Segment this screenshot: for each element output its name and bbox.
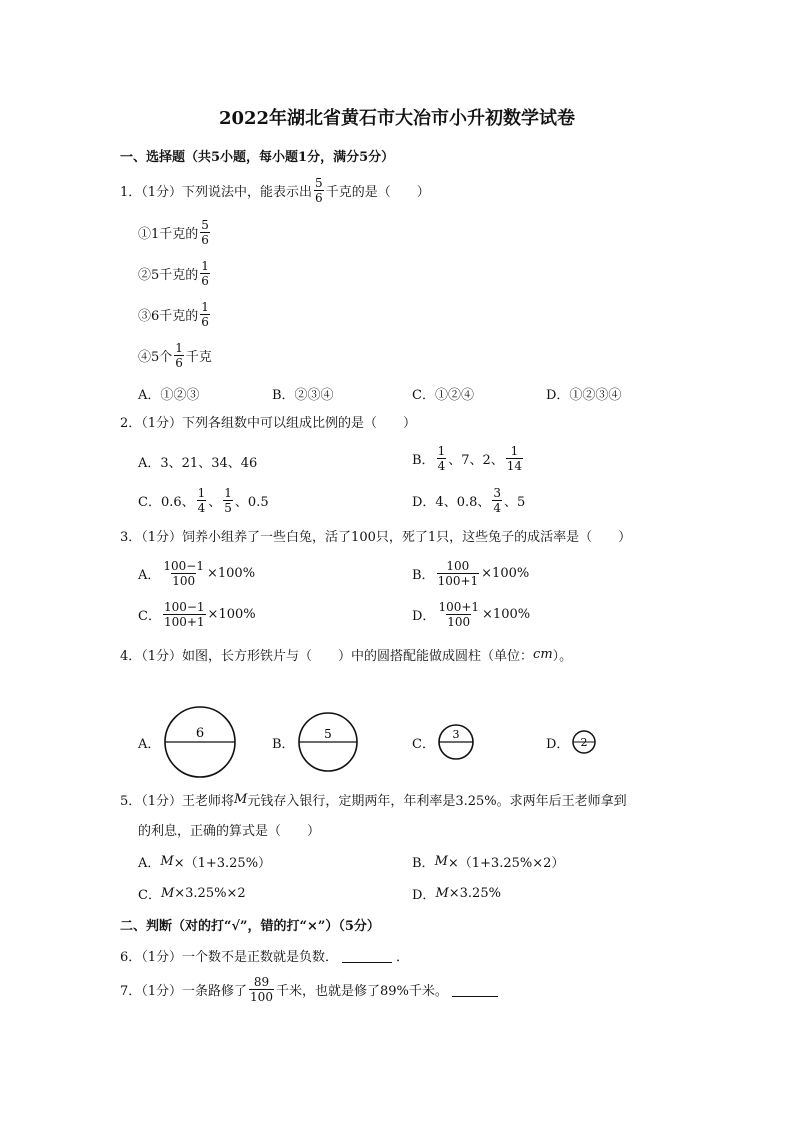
question-5-option-a[interactable]: A． M ×（1+3.25%）: [138, 854, 272, 871]
fraction: $\frac{1}{6}$: [201, 300, 209, 329]
answer-blank[interactable]: [342, 948, 392, 963]
question-5-stem-line-1: 5．（1分）王老师将 M 元钱存入银行，定期两年，年利率是3.25%。求两年后王老师拿到: [120, 792, 627, 809]
question-7: 7．（1分）一条路修了 $\frac{89}{100}$ 千米，也就是修了89%千米。: [120, 975, 502, 1004]
circle-diameter-2: [569, 728, 599, 756]
question-4-option-a[interactable]: A． 6: [138, 704, 240, 780]
question-5-option-c[interactable]: C． M ×3.25%×2: [138, 886, 246, 903]
question-2-option-c[interactable]: C．0.6、 $\frac{1}{4}$ 、 $\frac{1}{5}$ 、0.5: [138, 486, 269, 515]
question-4-option-c[interactable]: C． 3: [412, 721, 477, 763]
fraction: $\frac{1}{6}$: [175, 341, 183, 370]
page-title: 2022年湖北省黄石市大冶市小升初数学试卷: [218, 108, 576, 129]
section-heading-choice: 一、选择题（共5小题，每小题1分，满分5分）: [120, 150, 395, 165]
fraction: $\frac{1}{14}$: [506, 444, 523, 473]
question-5-option-b[interactable]: B． M ×（1+3.25%×2）: [412, 854, 565, 871]
question-3-option-a[interactable]: A． $\frac{100-1}{100}$ ×100%: [138, 559, 256, 588]
svg-text:6: 6: [196, 726, 205, 741]
question-4-option-d[interactable]: D． 2: [546, 728, 599, 756]
question-1-item-3: ③6千克的 $\frac{1}{6}$: [138, 300, 209, 329]
question-3-option-b[interactable]: B． $\frac{100}{100+1}$ ×100%: [412, 559, 530, 588]
question-1-item-1: ①1千克的 $\frac{5}{6}$: [138, 218, 209, 247]
question-5-option-d[interactable]: D． M ×3.25%: [412, 886, 501, 903]
fraction: $\frac{100-1}{100+1}$: [163, 600, 205, 629]
question-3-stem: 3．（1分）饲养小组养了一些白兔，活了100只，死了1只，这些兔子的成活率是（ ）: [120, 530, 632, 545]
section-heading-judgment: 二、判断（对的打“√”，错的打“×”）（5分）: [120, 919, 380, 934]
fraction: $\frac{5}{6}$: [201, 218, 209, 247]
fraction: $\frac{1}{4}$: [197, 486, 206, 515]
question-6: 6．（1分）一个数不是正数就是负数． ．: [120, 950, 410, 965]
fraction: $\frac{89}{100}$: [250, 975, 273, 1004]
question-4-option-b[interactable]: B． 5: [272, 710, 361, 774]
fraction: $\frac{100+1}{100}$: [438, 600, 480, 629]
question-3-option-c[interactable]: C． $\frac{100-1}{100+1}$ ×100%: [138, 600, 256, 629]
svg-text:3: 3: [452, 728, 460, 741]
question-2-option-b[interactable]: B． $\frac{1}{4}$ 、7、2、 $\frac{1}{14}$: [412, 444, 523, 473]
fraction: $\frac{3}{4}$: [493, 486, 502, 515]
question-1-item-4: ④5个 $\frac{1}{6}$ 千克: [138, 341, 212, 370]
circle-diameter-6: [160, 704, 240, 780]
question-1-option-c[interactable]: C．①②④: [412, 388, 474, 403]
question-2-stem: 2．（1分）下列各组数中可以组成比例的是（ ）: [120, 416, 417, 431]
question-1-option-a[interactable]: A．①②③: [138, 388, 200, 403]
question-1-item-2: ②5千克的 $\frac{1}{6}$: [138, 259, 209, 288]
fraction: $\frac{5}{6}$: [315, 176, 323, 205]
circle-diameter-3: [435, 721, 477, 763]
fraction: $\frac{1}{6}$: [201, 259, 209, 288]
question-3-option-d[interactable]: D． $\frac{100+1}{100}$ ×100%: [412, 600, 531, 629]
question-2-option-a[interactable]: A．3、21、34、46: [138, 456, 258, 471]
question-2-option-d[interactable]: D．4、0.8、 $\frac{3}{4}$ 、5: [412, 486, 526, 515]
fraction: $\frac{100-1}{100}$: [163, 559, 204, 588]
fraction: $\frac{1}{5}$: [224, 486, 232, 515]
fraction: $\frac{100}{100+1}$: [437, 559, 479, 588]
answer-blank[interactable]: [452, 982, 498, 997]
svg-text:5: 5: [323, 727, 332, 741]
question-1-option-d[interactable]: D．①②③④: [546, 388, 622, 403]
fraction: $\frac{1}{4}$: [437, 444, 446, 473]
question-1-stem: 1．（1分）下列说法中，能表示出 $\frac{5}{6}$ 千克的是（ ）: [120, 176, 430, 205]
svg-text:2: 2: [580, 736, 588, 749]
question-4-stem: 4．（1分）如图，长方形铁片与（ ）中的圆搭配能做成圆柱（单位： cm ）。: [120, 647, 573, 664]
question-5-stem-line-2: 的利息，正确的算式是（ ）: [138, 824, 321, 839]
circle-diameter-5: [295, 710, 361, 774]
question-1-option-b[interactable]: B．②③④: [272, 388, 334, 403]
